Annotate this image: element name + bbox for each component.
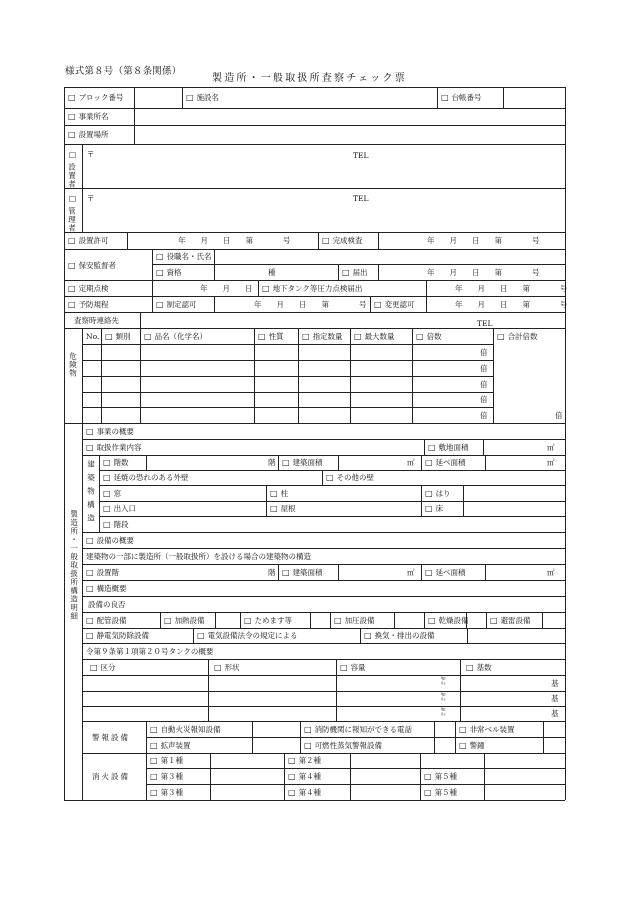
notification-date: 年 月 日 第 号: [427, 268, 540, 277]
periodic-checkbox[interactable]: □ 定期点検: [68, 285, 109, 293]
section-checkbox[interactable]: □ 区分: [90, 664, 116, 672]
underground-date: 年 月 日 第 号: [455, 284, 568, 293]
partial-total-area-unit: ㎡: [547, 568, 555, 577]
static-checkbox[interactable]: □ 静電気防除設備: [86, 632, 149, 640]
enact-checkbox[interactable]: □ 制定認可: [156, 301, 197, 309]
hazard-header-nature[interactable]: □ 性質: [258, 333, 284, 341]
contact-tel: TEL: [477, 319, 493, 328]
fire-wall-checkbox[interactable]: □ 延焼の恐れのある外壁: [103, 474, 189, 482]
count-unit: 基: [551, 694, 559, 703]
vent-checkbox[interactable]: □ 換気・排出の設備: [364, 632, 435, 640]
install-permit-checkbox[interactable]: □ 設置許可: [68, 237, 109, 245]
entrance-checkbox[interactable]: □ 出入口: [103, 505, 136, 513]
manager-postal: 〒: [87, 194, 95, 203]
electric-checkbox[interactable]: □ 電気設備法令の規定による: [197, 632, 298, 640]
bldg-area-unit: ㎡: [407, 458, 415, 467]
heating-checkbox[interactable]: □ 加熱設備: [164, 617, 205, 625]
class5-checkbox[interactable]: □ 第５種: [424, 789, 457, 797]
install-permit-date: 年 月 日 第 号: [178, 236, 291, 245]
class1-checkbox[interactable]: □ 第１種: [150, 757, 183, 765]
installer-checkbox[interactable]: □: [69, 150, 77, 159]
change-date: 年 月 日 第 号: [455, 300, 568, 309]
periodic-date: 年 月 日: [200, 284, 253, 293]
bldg-area-checkbox[interactable]: □ 建築面積: [282, 459, 323, 467]
qualification-kind: 種: [268, 268, 276, 277]
partial-bldg-area-checkbox[interactable]: □ 建築面積: [282, 569, 323, 577]
class3-checkbox[interactable]: □ 第３種: [150, 789, 183, 797]
form-number: 様式第８号（第８条関係）: [65, 66, 182, 77]
location-checkbox[interactable]: □ 設置場所: [68, 131, 109, 139]
class2-checkbox[interactable]: □ 第２種: [288, 757, 321, 765]
hazard-header-product[interactable]: □ 品名（化学名）: [144, 333, 207, 341]
office-name-checkbox[interactable]: □ 事業所名: [68, 113, 109, 121]
total-area-checkbox[interactable]: □ 延べ面積: [425, 459, 466, 467]
completion-date: 年 月 日 第 号: [427, 236, 540, 245]
bldg-label: 建築物構造: [86, 460, 96, 528]
hazard-label: 危険物: [68, 352, 78, 378]
total-area-unit: ㎡: [547, 458, 555, 467]
site-area-unit: ㎡: [547, 443, 555, 452]
roof-checkbox[interactable]: □ 屋根: [270, 505, 296, 513]
auto-fire-checkbox[interactable]: □ 自動火災報知設備: [150, 726, 221, 734]
hazard-header-total[interactable]: □ 合計倍数: [497, 333, 538, 341]
beam-checkbox[interactable]: □ はり: [425, 490, 451, 498]
structure-side-label: 製造所・一般取扱所構造明細: [69, 510, 79, 621]
class3-checkbox[interactable]: □ 第３種: [150, 773, 183, 781]
qualification-checkbox[interactable]: □ 資格: [156, 269, 182, 277]
role-name-checkbox[interactable]: □ 役職名・氏名: [156, 253, 212, 261]
hazard-header-max[interactable]: □ 最大数量: [354, 333, 395, 341]
hazard-total-unit: 倍: [555, 411, 563, 420]
installer-postal: 〒: [87, 150, 95, 159]
hazard-unit: 倍: [480, 364, 488, 373]
floors-checkbox[interactable]: □ 階数: [103, 459, 129, 467]
hazard-unit: 倍: [480, 411, 488, 420]
count-unit: 基: [551, 679, 559, 688]
hazard-unit: 倍: [480, 348, 488, 357]
ledger-no-checkbox[interactable]: □ 台帳番号: [441, 94, 482, 102]
capacity-unit: ｷﾛ ﾘｯ: [441, 708, 446, 718]
hazard-unit: 倍: [480, 395, 488, 404]
page-title: 製造所・一般取扱所査察チェック票: [212, 73, 407, 84]
install-floor-checkbox[interactable]: □ 設置階: [86, 569, 119, 577]
window-checkbox[interactable]: □ 窓: [103, 490, 121, 498]
manager-label: 管理者: [67, 207, 77, 233]
count-unit: 基: [551, 709, 559, 718]
equip-ok-label: 設備の良否: [88, 600, 126, 609]
block-no-checkbox[interactable]: □ ブロック番号: [68, 94, 123, 102]
struct-checkbox[interactable]: □ 構造概要: [86, 585, 127, 593]
hazard-header-designated[interactable]: □ 指定数量: [302, 333, 343, 341]
class4-checkbox[interactable]: □ 第４種: [288, 789, 321, 797]
pit-checkbox[interactable]: □ ためます等: [244, 617, 292, 625]
hazard-unit: 倍: [480, 380, 488, 389]
class4-checkbox[interactable]: □ 第４種: [288, 773, 321, 781]
underground-checkbox[interactable]: □ 地下タンク等圧力点検届出: [262, 285, 362, 293]
shape-checkbox[interactable]: □ 形状: [214, 664, 240, 672]
pillar-checkbox[interactable]: □ 柱: [270, 490, 288, 498]
change-checkbox[interactable]: □ 変更認可: [374, 301, 415, 309]
drying-checkbox[interactable]: □ 乾燥設備: [428, 617, 469, 625]
piping-checkbox[interactable]: □ 配管設備: [86, 617, 127, 625]
gas-alarm-checkbox[interactable]: □ 可燃性蒸気警報設備: [304, 742, 382, 750]
business-checkbox[interactable]: □ 事業の概要: [86, 428, 134, 436]
lightning-checkbox[interactable]: □ 避雷設備: [490, 617, 531, 625]
site-area-checkbox[interactable]: □ 敷地面積: [428, 444, 469, 452]
equip-checkbox[interactable]: □ 設備の概要: [86, 537, 134, 545]
class5-checkbox[interactable]: □ 第５種: [424, 773, 457, 781]
contact-label: 査察時連絡先: [74, 316, 119, 325]
floors-unit: 階: [268, 458, 276, 467]
installer-tel: TEL: [353, 151, 369, 160]
floor-checkbox[interactable]: □ 床: [425, 505, 443, 513]
partial-label: 建築物の一部に製造所（一般取扱所）を設ける場合の建築物の構造: [86, 552, 311, 561]
facility-name-checkbox[interactable]: □ 施設名: [186, 94, 219, 102]
notification-checkbox[interactable]: □ 届出: [342, 269, 368, 277]
capacity-unit: ｷﾛ ﾘｯ: [441, 677, 446, 687]
phone-checkbox[interactable]: □ 消防機関に報知ができる電話: [304, 726, 412, 734]
install-floor-unit: 階: [268, 568, 276, 577]
installer-label: 設置者: [67, 163, 77, 189]
tank20-label: 令第９条第１項第２０号タンクの概要: [86, 647, 214, 656]
capacity-checkbox[interactable]: □ 容量: [340, 664, 366, 672]
enact-date: 年 月 日 第 号: [254, 300, 367, 309]
manager-checkbox[interactable]: □: [69, 194, 77, 203]
count-checkbox[interactable]: □ 基数: [466, 664, 492, 672]
siren-checkbox[interactable]: □ 警鐘: [459, 742, 485, 750]
partial-total-area-checkbox[interactable]: □ 延べ面積: [425, 569, 466, 577]
emergency-bell-checkbox[interactable]: □ 非常ベル装置: [459, 726, 515, 734]
hazard-header-multiple[interactable]: □ 倍数: [416, 333, 442, 341]
pressure-checkbox[interactable]: □ 加圧設備: [334, 617, 375, 625]
partial-bldg-area-unit: ㎡: [407, 568, 415, 577]
hazard-header-no: No.: [86, 332, 100, 341]
prevention-checkbox[interactable]: □ 予防規程: [68, 301, 109, 309]
completion-checkbox[interactable]: □ 完成検査: [322, 237, 363, 245]
supervisor-checkbox[interactable]: □ 保安監督者: [68, 262, 116, 270]
speaker-checkbox[interactable]: □ 拡声装置: [150, 742, 191, 750]
stairs-checkbox[interactable]: □ 階段: [103, 521, 129, 529]
other-wall-checkbox[interactable]: □ その他の壁: [326, 474, 374, 482]
extinguish-label: 消火設備: [92, 772, 130, 781]
capacity-unit: ｷﾛ ﾘｯ: [441, 693, 446, 703]
alarm-label: 警報設備: [92, 733, 130, 742]
work-checkbox[interactable]: □ 取扱作業内容: [86, 444, 142, 452]
hazard-header-class[interactable]: □ 類別: [105, 333, 131, 341]
manager-tel: TEL: [353, 194, 369, 203]
